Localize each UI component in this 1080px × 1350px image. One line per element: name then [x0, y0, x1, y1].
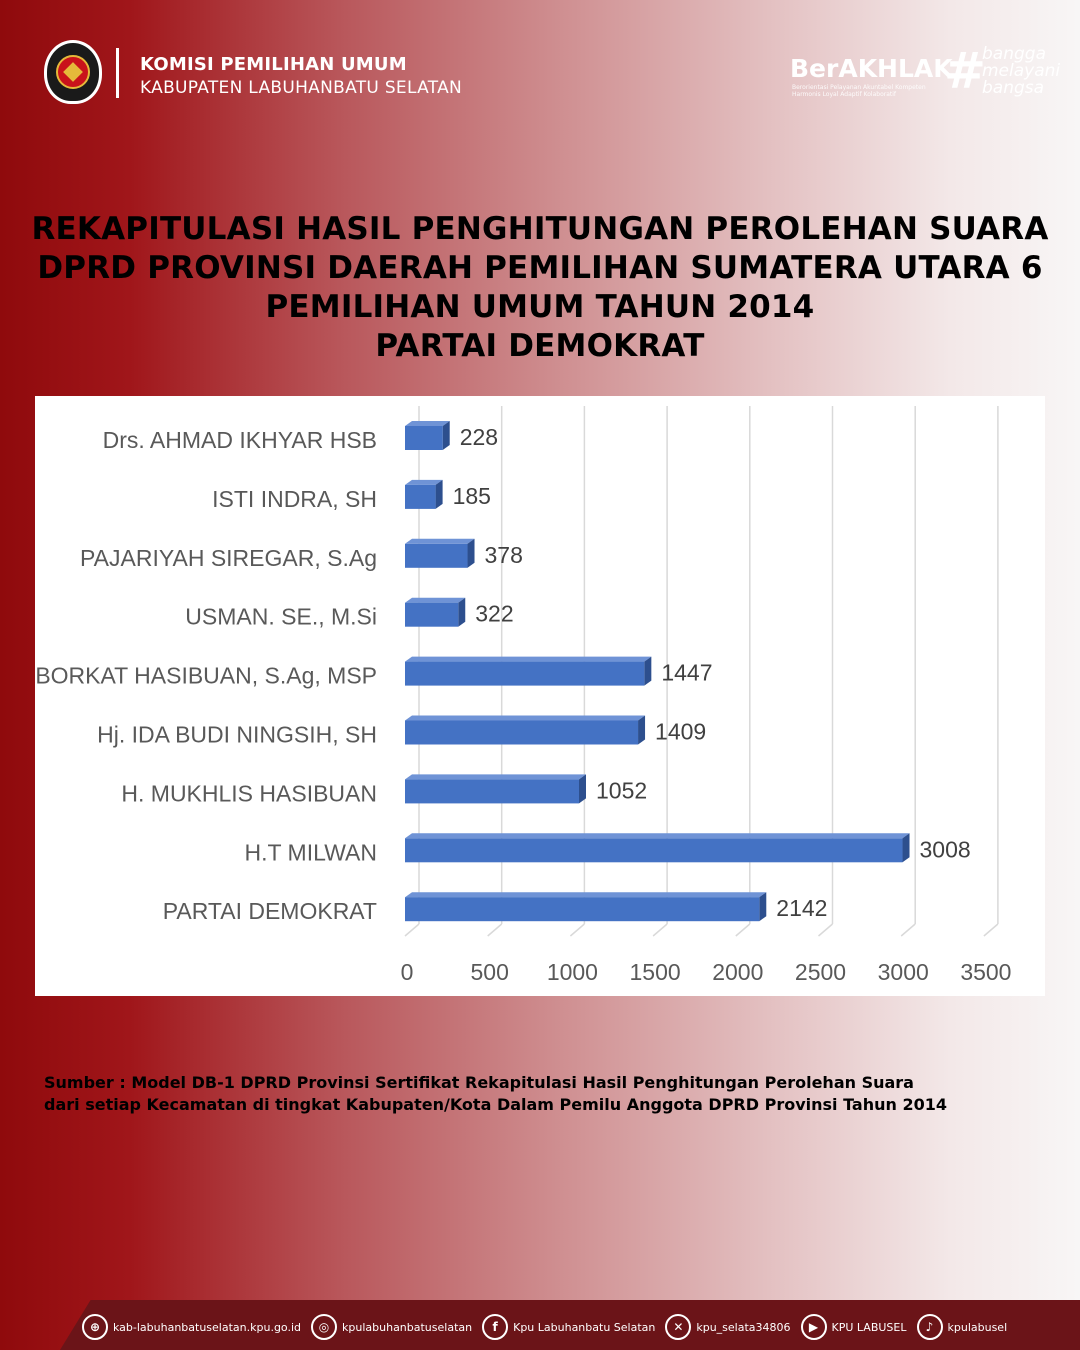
slogan-line: melayani: [982, 61, 1061, 81]
bar-top-face: [405, 539, 475, 544]
bar-top-face: [405, 833, 910, 838]
youtube-icon: ▶: [801, 1314, 827, 1340]
page-title: [0, 210, 1080, 366]
tiktok-icon: ♪: [917, 1314, 943, 1340]
category-label: Hj. IDA BUDI NINGSIH, SH: [97, 721, 377, 748]
bar-side-face: [443, 421, 450, 450]
title-line: PEMILIHAN UMUM TAHUN 2014: [265, 289, 815, 325]
bar: [405, 544, 468, 568]
bar: [405, 838, 903, 862]
x-tick-label: 1500: [629, 959, 681, 985]
slogan-line: bangga: [982, 44, 1046, 64]
x-tick-label: 500: [470, 959, 509, 985]
footer-link[interactable]: [82, 1314, 301, 1340]
instagram-icon: ◎: [311, 1314, 337, 1340]
data-label: 1447: [661, 659, 713, 686]
org-subtitle: KABUPATEN LABUHANBATU SELATAN: [140, 78, 463, 98]
bar-side-face: [458, 598, 465, 627]
data-label: 3008: [919, 836, 971, 863]
bar-side-face: [759, 892, 766, 921]
bar: [405, 485, 436, 509]
footer-link-text: kab-labuhanbatuselatan.kpu.go.id: [113, 1320, 302, 1334]
data-label: 322: [475, 600, 514, 627]
data-label: 1409: [655, 718, 707, 745]
footer-link-text: kpulabusel: [947, 1320, 1008, 1334]
title-line: PARTAI DEMOKRAT: [375, 328, 705, 364]
bar-top-face: [405, 657, 651, 662]
footer-link[interactable]: [801, 1314, 907, 1340]
category-label: ISTI INDRA, SH: [212, 485, 377, 512]
source-note: [44, 1072, 1044, 1116]
title-line: DPRD PROVINSI DAERAH PEMILIHAN SUMATERA UTARA 6: [37, 250, 1043, 286]
org-name: KOMISI PEMILIHAN UMUM: [140, 54, 407, 75]
data-label: 228: [459, 424, 499, 450]
gridline-foot: [653, 924, 667, 936]
category-label: PARTAI DEMOKRAT: [162, 898, 377, 925]
bar: [405, 779, 579, 803]
bar-top-face: [405, 598, 465, 603]
slogan: [982, 46, 1060, 97]
gridline-foot: [819, 924, 833, 936]
x-tick-label: 2000: [712, 959, 764, 985]
berakhlak-logo: BerAKHLAK: [790, 54, 953, 83]
bar-top-face: [405, 892, 766, 897]
x-tick-label: 3000: [877, 959, 929, 985]
hashtag-icon: #: [944, 42, 986, 100]
source-line: Sumber : Model DB-1 DPRD Provinsi Sertifikat Rekapitulasi Hasil Penghitungan Perolehan Suara: [44, 1073, 914, 1092]
x-tick-label: 2500: [794, 959, 847, 985]
bar-side-face: [644, 657, 651, 686]
footer-link[interactable]: [665, 1314, 790, 1340]
bar: [405, 721, 638, 745]
category-label: H. MUKHLIS HASIBUAN: [121, 780, 377, 807]
gridline-foot: [736, 924, 750, 936]
chart-svg: [35, 396, 1045, 996]
source-line: dari setiap Kecamatan di tingkat Kabupaten/Kota Dalam Pemilu Anggota DPRD Provinsi Tahun 2014: [44, 1095, 947, 1114]
gridline-foot: [984, 924, 998, 936]
footer-link-text: kpulabuhanbatuselatan: [342, 1320, 473, 1334]
facebook-icon: f: [482, 1314, 508, 1340]
category-label: Drs. AHMAD IKHYAR HSB: [102, 427, 377, 453]
globe-icon: ⊕: [82, 1314, 108, 1340]
gridline-foot: [901, 924, 915, 936]
data-label: 185: [452, 482, 491, 509]
bar: [405, 662, 644, 686]
bar: [405, 603, 458, 627]
slogan-line: bangsa: [982, 78, 1045, 98]
category-label: USMAN. SE., M.Si: [185, 603, 377, 630]
header: [0, 0, 1080, 140]
bar-side-face: [903, 833, 910, 862]
berakhlak-tagline: Berorientasi Pelayanan Akuntabel Kompeten Harmonis Loyal Adaptif Kolaboratif: [792, 84, 926, 98]
bar: [405, 897, 759, 921]
bar-chart: [35, 396, 1045, 996]
data-label: 378: [484, 541, 523, 568]
gridline-foot: [405, 924, 419, 936]
x-tick-label: 3500: [960, 959, 1012, 985]
kpu-logo-icon: [44, 40, 102, 104]
footer-link[interactable]: [311, 1314, 472, 1340]
x-tick-label: 1000: [546, 959, 598, 985]
bar-top-face: [405, 774, 586, 779]
bar-side-face: [579, 774, 586, 803]
bar-top-face: [405, 716, 645, 721]
category-label: PAJARIYAH SIREGAR, S.Ag: [80, 544, 377, 571]
data-label: 1052: [596, 777, 648, 804]
footer-link-text: Kpu Labuhanbatu Selatan: [513, 1320, 656, 1334]
header-divider: [116, 48, 119, 98]
category-label: BORKAT HASIBUAN, S.Ag, MSP: [35, 662, 377, 689]
gridline-foot: [570, 924, 584, 936]
footer-link[interactable]: [917, 1314, 1008, 1340]
footer-link-text: KPU LABUSEL: [831, 1320, 907, 1334]
bar-side-face: [468, 539, 475, 568]
bar-top-face: [405, 421, 450, 426]
bar: [405, 426, 443, 450]
footer-link-text: kpu_selata34806: [696, 1320, 791, 1334]
title-line: REKAPITULASI HASIL PENGHITUNGAN PEROLEHAN SUARA: [31, 211, 1049, 247]
footer-links: [82, 1314, 1017, 1340]
footer-link[interactable]: [482, 1314, 655, 1340]
x-icon: ✕: [665, 1314, 691, 1340]
gridline-foot: [488, 924, 502, 936]
bar-side-face: [436, 480, 443, 509]
category-label: H.T MILWAN: [244, 839, 377, 866]
bar-side-face: [638, 716, 645, 745]
x-tick-label: 0: [400, 959, 414, 985]
footer: [0, 1300, 1080, 1350]
data-label: 2142: [776, 895, 828, 922]
